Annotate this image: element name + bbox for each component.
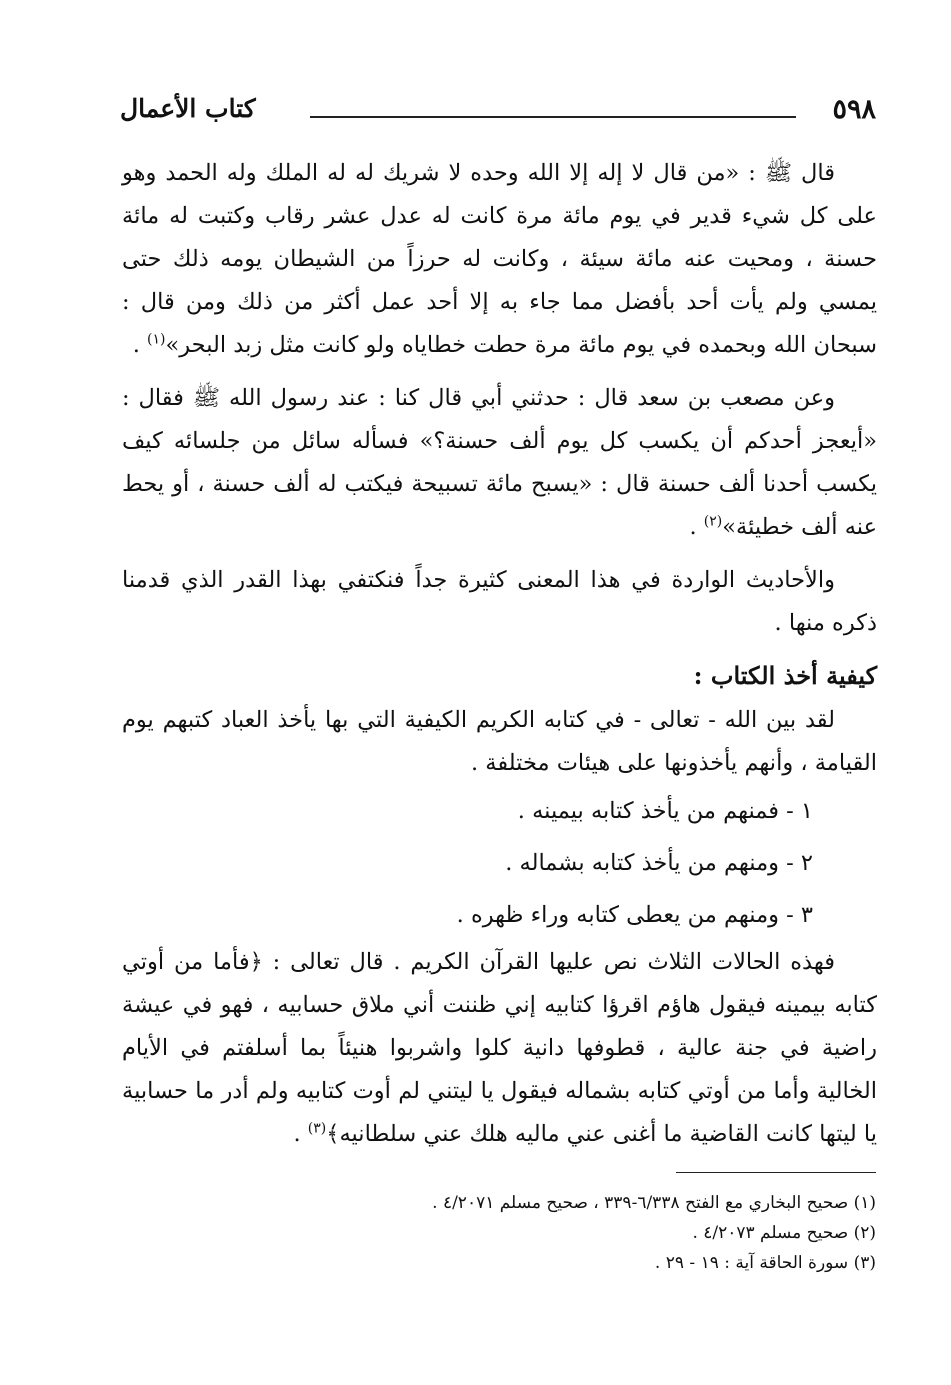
footnote-ref-3: (٣) <box>307 1120 327 1137</box>
paragraph-end: . <box>689 514 704 540</box>
page-body <box>122 152 877 1156</box>
footnotes <box>116 1188 876 1278</box>
footnote-ref-2: (٢) <box>703 513 723 530</box>
paragraph-end: . <box>293 1121 308 1147</box>
cases-list <box>122 785 877 941</box>
paragraph-end: . <box>132 332 148 358</box>
paragraph-hadith-tahlil <box>122 152 877 367</box>
paragraph-intro: لقد بين الله - تعالى - في كتابه الكريم الكيفية التي بها يأخذ العباد كتبهم يوم القيامة ، وأنهم يأخذونها على هيئات مختلفة . <box>122 707 877 776</box>
footnote-rule <box>676 1172 876 1173</box>
paragraph-text: وعن مصعب بن سعد قال : حدثني أبي قال كنا : عند رسول الله ﷺ فقال : «أيعجز أحدكم أن يكسب كل يوم ألف حسنة؟» فسأله سائل من جلسائه كيف يكسب أحدنا ألف حسنة قال : «يسبح مائة تسبيحة فيكتب له ألف حسنة ، أو يحط عنه ألف خطيئة» <box>122 385 877 540</box>
list-item: ١ - فمنهم من يأخذ كتابه بيمينه . <box>517 798 813 824</box>
section-heading: كيفية أخذ الكتاب : <box>693 661 877 690</box>
paragraph-conclusion: والأحاديث الواردة في هذا المعنى كثيرة جداً فنكتفي بهذا القدر الذي قدمنا ذكره منها . <box>122 567 877 636</box>
footnote-1: (١) صحيح البخاري مع الفتح ٦/٣٣٨-٣٣٩ ، صحيح مسلم ٤/٢٠٧١ . <box>432 1193 876 1213</box>
header-rule <box>310 116 796 118</box>
paragraph-text: قال ﷺ : «من قال لا إله إلا الله وحده لا شريك له له الملك وله الحمد وهو على كل شيء قدير في يوم مائة مرة كانت له عدل عشر رقاب وكتبت له مائة حسنة ، ومحيت عنه مائة سيئة ، وكانت له حرزاً من الشيطان يومه ذلك حتى يمسي ولم يأت أحد بأفضل مما جاء به إلا أحد عمل أكثر من ذلك ومن قال : سبحان الله وبحمده في يوم مائة مرة حطت خطاياه ولو كانت مثل زبد البحر» <box>122 160 877 358</box>
page-header <box>120 92 876 132</box>
footnote-ref-1: (١) <box>147 331 166 348</box>
paragraph-text: فهذه الحالات الثلاث نص عليها القرآن الكريم . قال تعالى : ﴿فأما من أوتي كتابه بيمينه فيقول هاؤم اقرؤا كتابيه إني ظننت أني ملاق حسابيه ، فهو في عيشة راضية في جنة عالية ، قطوفها دانية كلوا واشربوا هنيئاً بما أسلفتم في الأيام الخالية وأما من أوتي كتابه بشماله فيقول يا ليتني لم أوت كتابيه ولم أدر ما حسابية يا ليتها كانت القاضية ما أغنى عني ماليه هلك عني سلطانيه﴾ <box>122 949 877 1147</box>
footnote-3: (٣) سورة الحاقة آية : ١٩ - ٢٩ . <box>654 1253 876 1273</box>
paragraph-hadith-musab <box>122 377 877 549</box>
paragraph-quran <box>122 941 877 1156</box>
list-item: ٢ - ومنهم من يأخذ كتابه بشماله . <box>505 850 813 876</box>
page-number: ٥٩٨ <box>832 94 876 125</box>
list-item: ٣ - ومنهم من يعطى كتابه وراء ظهره . <box>456 902 813 928</box>
footnote-2: (٢) صحيح مسلم ٤/٢٠٧٣ . <box>692 1223 876 1243</box>
running-title: كتاب الأعمال <box>120 94 256 123</box>
